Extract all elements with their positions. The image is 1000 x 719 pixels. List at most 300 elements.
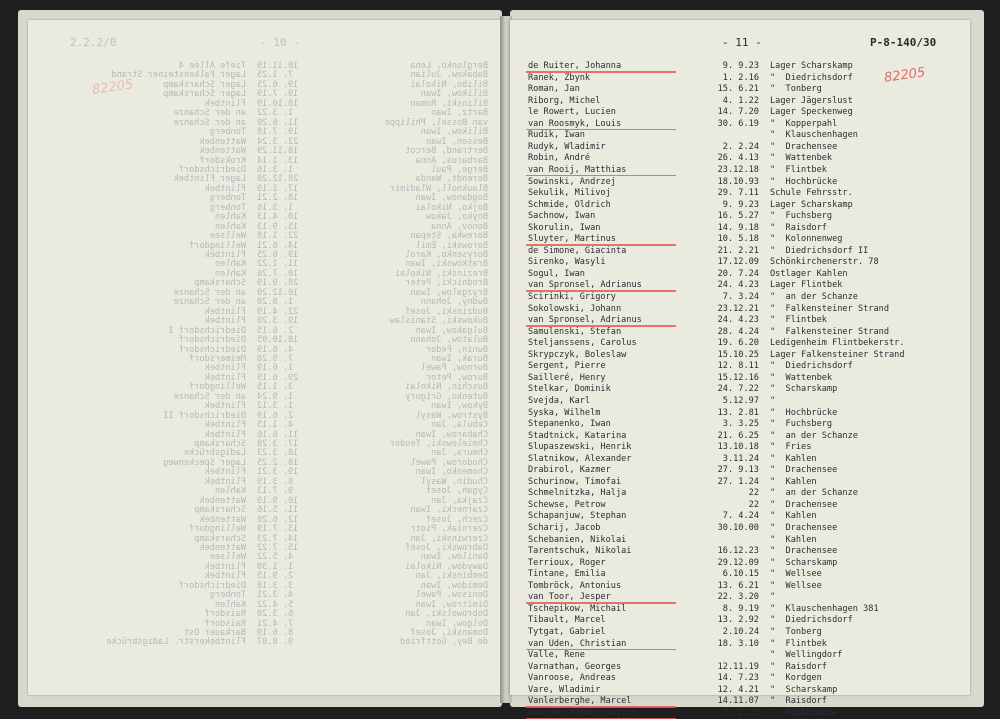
entry-place: " Raisdorf — [770, 696, 827, 707]
entry-place: " Raisdorf — [770, 661, 827, 672]
entry-place: " Klauschenhagen 381 — [770, 603, 879, 614]
entry-date: 12. 4.21 — [717, 684, 759, 695]
entry-date: 10.12.20 — [257, 287, 299, 298]
entry-place: " Diedrichsdorf — [770, 615, 853, 626]
entry-name: Domanski, Josef — [410, 628, 488, 638]
red-pencil-underline — [526, 706, 676, 708]
entry-place: " Drachensee — [770, 465, 838, 476]
entry-name: Bojko, Nikolai — [415, 202, 488, 213]
entry-name: Skrypczyk, Boleslaw — [528, 349, 627, 360]
entry-place: an der Schanze — [173, 117, 246, 128]
entry-place: Flintbek — [204, 183, 246, 194]
entry-date: 6.10.15 — [722, 569, 759, 580]
entry-date: 16.12.23 — [717, 546, 759, 557]
entry-date: 26. 4.13 — [717, 153, 759, 164]
entry-place: " Flintbek — [770, 164, 827, 175]
entry-place: Wattenbek — [199, 136, 246, 147]
entry-date: 21. 2.21 — [717, 245, 759, 256]
entry-date: 19. 7.19 — [257, 89, 299, 100]
entry-date: 21. 6.25 — [717, 430, 759, 441]
entry-name: Slatnikow, Alexander — [528, 453, 632, 464]
entry-date: 12. 8.11 — [717, 361, 759, 372]
entry-date: 2. 9.15 — [257, 571, 294, 582]
entry-place: Diedrichsdorf — [178, 164, 246, 175]
entry-date: 6. 3.20 — [257, 609, 294, 620]
list-item — [528, 187, 958, 199]
entry-name: Sokolowski, Johann — [528, 303, 622, 314]
entry-name: Terrioux, Roger — [528, 557, 606, 568]
entry-place: Lager Scharskamp — [163, 79, 246, 90]
entry-place: " Scharskamp — [770, 384, 838, 395]
entry-place: an der Schanze — [173, 287, 246, 298]
entry-name: Schurinow, Timofai — [528, 476, 622, 487]
red-pencil-underline — [526, 129, 676, 131]
entry-name: van Rooij, Matthias — [528, 164, 627, 175]
list-item — [528, 603, 958, 615]
entry-date: 12. 6.20 — [257, 514, 299, 525]
entry-name: Scirinki, Grigory — [528, 292, 616, 302]
list-item — [528, 684, 958, 696]
entry-date: 1. 3.12 — [257, 401, 294, 412]
entry-place: Wattenbek — [199, 514, 246, 525]
entry-date: 10. 7.26 — [257, 268, 299, 279]
entry-date: 16. 5.27 — [717, 211, 759, 222]
entry-place: " Klauschenhagen — [770, 130, 858, 141]
list-item — [528, 453, 958, 465]
entry-place: Raisdorf — [204, 609, 246, 620]
entry-place: Kroksdorf — [199, 155, 246, 166]
entry-place: Wellingdorf — [189, 240, 246, 251]
list-item — [528, 176, 958, 188]
entry-place: Tonberg — [209, 202, 246, 213]
entry-name: Sowinski, Andrzej — [528, 176, 616, 187]
entry-name: Berge, Paul — [431, 164, 488, 175]
entry-name: de Ruiter, Johanna — [528, 61, 622, 71]
entry-date: 7. 4.24 — [722, 511, 759, 522]
entry-name: Bystrow, Wasyl — [415, 410, 488, 421]
entry-date: 11. 6.20 — [257, 117, 299, 128]
entry-name: Schewse, Petrow — [528, 499, 606, 510]
entry-date: 18. 3.23 — [257, 448, 299, 459]
entry-date: 2. 2.24 — [722, 141, 759, 152]
entry-place: Lager Scharskamp — [163, 89, 246, 100]
list-item — [528, 510, 958, 522]
entry-date: 24. 4.23 — [717, 280, 759, 291]
entry-name: Robin, André — [528, 153, 591, 164]
red-pencil-underline — [526, 602, 676, 604]
list-item — [528, 580, 958, 592]
entry-date: 18.11.29 — [257, 146, 299, 157]
entry-date: 10. 5.18 — [717, 234, 759, 245]
entry-name: Chmielewski, Teodor — [389, 439, 488, 449]
entry-place: Flintbek — [204, 467, 246, 478]
entry-place: Flintbek — [204, 306, 246, 317]
entry-place: " Wellsee — [770, 580, 822, 591]
entry-name: Berendt, Wanda — [415, 174, 488, 185]
entry-name: Budzinski, Josef — [405, 306, 488, 317]
entry-place: Schule Fehrsstr. — [770, 188, 853, 199]
entry-place: " an der Schanze — [770, 488, 858, 499]
entry-name: Dimitrow, Iwan — [415, 599, 488, 610]
entry-name: Slupaszewski, Henrik — [528, 442, 632, 453]
entry-name: Roman, Jan — [528, 84, 580, 95]
entry-name: Rudyk, Wladimir — [528, 141, 606, 152]
entry-date: 28. 9.19 — [257, 278, 299, 289]
entry-date: 1. 3.16 — [257, 202, 294, 213]
entry-date: 13. 6.21 — [717, 580, 759, 591]
list-item — [528, 256, 958, 268]
entry-place: Wattenbek — [199, 495, 246, 506]
entry-place: " Kahlen — [770, 511, 817, 522]
entry-name: Tytgat, Gabriel — [528, 626, 606, 637]
entry-date: 13. 2.92 — [717, 615, 759, 626]
entry-name: van Spronsel, Adrianus — [528, 280, 642, 291]
entry-place: " Kahlen — [770, 453, 817, 464]
entry-place: Kahlen — [214, 259, 246, 270]
entry-place: Kahlen — [214, 268, 246, 279]
entry-name: van der Velde, Gaston — [528, 707, 637, 718]
entry-name: Bykow, Iwan — [431, 401, 488, 412]
entry-place: Tonberg — [209, 590, 246, 601]
entry-place: " Falkensteiner Strand — [770, 303, 889, 314]
entry-name: Varnathan, Georges — [528, 661, 622, 672]
entry-date: 14. 7.20 — [717, 107, 759, 118]
entry-date: 1. 8.20 — [257, 297, 294, 308]
entry-place: " an der Schanze — [770, 430, 858, 441]
entry-name: Czajka, Jan — [431, 495, 488, 506]
list-item — [528, 430, 958, 442]
entry-place: Flintbek — [204, 571, 246, 582]
entry-name: Drabirol, Kazmer — [528, 465, 611, 476]
entry-date: 4. 6.19 — [257, 344, 294, 355]
entry-place: " Kordgen — [770, 673, 822, 684]
entry-date: 28.12.20 — [257, 174, 299, 185]
entry-place: Flintbekerstr. Ladigsbrücke — [106, 637, 246, 648]
entry-date: 5.12.97 — [722, 395, 759, 406]
entry-date: 2. 6.15 — [257, 325, 294, 336]
entry-name: Tschepikow, Michail — [528, 603, 627, 614]
entry-date: 18. 3.10 — [717, 638, 759, 649]
entry-name: Burnow, Pawel — [420, 363, 488, 374]
entry-date: 22. 3.24 — [257, 136, 299, 147]
red-pencil-underline — [526, 649, 676, 651]
entry-date: 27. 1.24 — [717, 476, 759, 487]
entry-date: 4. 3.21 — [257, 590, 294, 601]
entry-date: 9. 7.13 — [257, 486, 294, 497]
entry-place: Lager Scharskamp — [770, 199, 853, 210]
entry-place: Ledigenheim Flintbekerstr. — [770, 338, 905, 349]
list-item — [528, 72, 958, 84]
entry-place: Scharskamp — [194, 505, 246, 516]
entry-name: de Bey, Gottfried — [400, 637, 488, 648]
entry-name: Dobrowolski, Jan — [405, 609, 488, 620]
entry-name: Bartz, Iwan — [431, 108, 488, 119]
entry-name: Brezinski, Nikolai — [394, 268, 488, 279]
entry-name: Denisow, Pawel — [415, 590, 488, 601]
entry-place: " Tonberg — [770, 84, 822, 95]
entry-name: van Bossel, Philippe — [384, 117, 488, 128]
entry-date: 18.10.93 — [717, 176, 759, 187]
entry-place: Lager Flintbek — [173, 174, 246, 185]
entry-place: Kahlen — [214, 212, 246, 223]
red-pencil-underline — [526, 175, 676, 177]
entry-name: Sekulik, Milivoj — [528, 188, 611, 199]
entry-name: Bulatow, Johann — [410, 335, 488, 346]
entry-place: " Hochbrücke — [770, 707, 838, 718]
entry-place: an der Schanze — [173, 391, 246, 402]
list-item — [528, 557, 958, 569]
entry-date: 19. 3.20 — [257, 316, 299, 327]
entry-date: 4. 5.22 — [257, 552, 294, 563]
entry-name: Czerwinski, Jan — [410, 533, 488, 544]
entry-place: Tiefe Allee 4 — [178, 61, 246, 71]
entry-name: Bilinski, Roman — [410, 98, 488, 109]
entry-name: Cebula, Jan — [431, 420, 488, 431]
entry-place: Scharskamp — [194, 278, 246, 289]
left-page-code: 2.2.2/0 — [70, 36, 117, 49]
list-item — [528, 360, 958, 372]
list-item — [528, 626, 958, 638]
entry-place: " Kopperpahl — [770, 118, 838, 129]
list-item — [528, 222, 958, 234]
left-page-stamp: 82205 — [91, 77, 135, 98]
entry-date: 7. 3.24 — [722, 292, 759, 302]
entry-name: Danilow, Iwan — [420, 552, 488, 563]
entry-place: " Wellingdorf — [770, 650, 843, 661]
entry-name: Bryzgalow, Iwan — [410, 287, 488, 298]
entry-place: " Raisdorf — [770, 222, 827, 233]
entry-date: 14. 9.18 — [717, 222, 759, 233]
entry-date: 19. 6.25 — [257, 79, 299, 90]
entry-date: 17. 1.19 — [257, 183, 299, 194]
entry-date: 3. 1.15 — [257, 382, 294, 393]
entry-name: Bessen, Iwan — [425, 136, 488, 147]
red-pencil-underline — [526, 71, 676, 73]
entry-place: Wellsee — [209, 552, 246, 563]
entry-name: Chomenko, Iwan — [415, 467, 488, 478]
entry-place: Flintbek — [204, 420, 246, 431]
entry-place: Lager Scharskamp — [770, 61, 853, 71]
entry-name: Vanlerberghe, Marcel — [528, 696, 632, 707]
entry-name: Sailleré, Henry — [528, 372, 606, 383]
entry-place: Flintbek — [204, 98, 246, 109]
right-page-number: - 11 - — [722, 36, 762, 49]
list-item — [528, 268, 958, 280]
entry-date: 18.10.19 — [257, 98, 299, 109]
entry-place: Lager Falkensteiner Strand — [770, 349, 905, 360]
entry-name: Burak, Iwan — [431, 353, 488, 364]
entry-date: 17. 3.20 — [257, 439, 299, 449]
entry-name: Dembinski, Jan — [415, 571, 488, 582]
entry-place: Flintbek — [204, 363, 246, 374]
entry-place: " Wellsee — [770, 569, 822, 580]
entry-place: " Tonberg — [770, 626, 822, 637]
list-item — [528, 407, 958, 419]
entry-date: 19. 6.25 — [257, 250, 299, 260]
entry-name: Bunin, Fedor — [425, 344, 488, 355]
list-item — [528, 106, 958, 118]
entry-name: Bukowski, Stanislaw — [389, 316, 488, 327]
entry-place: " Falkensteiner Strand — [770, 326, 889, 337]
entry-date: 18.10.05 — [257, 335, 299, 346]
entry-date: 13. 2.81 — [717, 407, 759, 418]
entry-name: Chudin, Wasyl — [420, 476, 488, 487]
list-item — [528, 83, 958, 95]
entry-date: 7. 4.21 — [257, 618, 294, 629]
entry-place: Diedrichsdorf — [178, 344, 246, 355]
list-item — [528, 649, 958, 661]
entry-name: Sogul, Iwan — [528, 268, 585, 279]
entry-date: 8. 6.19 — [257, 628, 294, 638]
entry-date: 13. 1.14 — [257, 155, 299, 166]
list-item — [528, 545, 958, 557]
entry-date: 1. 3.22 — [257, 108, 294, 119]
entry-date: 7. 9.28 — [257, 353, 294, 364]
list-item — [528, 614, 958, 626]
entry-date: 10. 4.13 — [257, 212, 299, 223]
entry-place: " Scharskamp — [770, 557, 838, 568]
red-pencil-underline — [526, 290, 676, 292]
entry-place: Diedrichsdorf I — [168, 325, 246, 336]
entry-date: 15. 6.21 — [717, 84, 759, 95]
entry-date: 19. 7.18 — [257, 127, 299, 138]
entry-date: 9. 9.23 — [722, 61, 759, 71]
entry-date: 3. 3.25 — [722, 419, 759, 430]
entry-date: 23.12.18 — [717, 164, 759, 175]
list-item — [528, 661, 958, 673]
entry-place: Schönkirchenerstr. 78 — [770, 257, 879, 268]
entry-date: 20. 7.24 — [717, 268, 759, 279]
entry-date: 1. 1.30 — [257, 561, 294, 572]
entry-name: Borowski, Emil — [415, 240, 488, 251]
entry-date: 13. 7.19 — [257, 524, 299, 535]
entry-date: 15.12.16 — [717, 372, 759, 383]
entry-name: le Rowert, Lucien — [528, 107, 616, 118]
entry-date: 14. 6.21 — [257, 240, 299, 251]
entry-place: Kahlen — [214, 486, 246, 497]
entry-date: 11. 1.22 — [257, 259, 299, 270]
list-item — [528, 418, 958, 430]
entry-place: " Scharskamp — [770, 684, 838, 695]
entry-name: Sachnow, Iwan — [528, 211, 596, 222]
entry-date: 29.12.09 — [717, 557, 759, 568]
entry-name: Valle, Rene — [528, 650, 585, 661]
list-item — [528, 141, 958, 153]
entry-name: Schapanjuw, Stephan — [528, 511, 627, 522]
entry-date: 30.10.00 — [717, 523, 759, 533]
entry-name: Chabarow, Iwan — [415, 429, 488, 440]
entry-date: 30. 6.19 — [717, 118, 759, 129]
list-item — [528, 349, 958, 361]
list-item — [528, 568, 958, 580]
entry-date: 7. 1.25 — [257, 70, 294, 81]
list-item — [528, 534, 958, 546]
entry-name: de Simone, Giacinta — [528, 245, 627, 256]
list-item — [528, 291, 958, 303]
entry-place: Kahlen — [214, 599, 246, 610]
list-item — [528, 210, 958, 222]
entry-date: 18. 2.25 — [257, 457, 299, 468]
entry-name: Bilibo, Nikolai — [410, 79, 488, 90]
entry-place: an der Schanze — [173, 297, 246, 308]
entry-place: " — [770, 592, 776, 603]
list-item — [528, 499, 958, 511]
entry-name: van Roosmyk, Louis — [528, 118, 622, 129]
entry-name: Sergent, Pierre — [528, 361, 606, 372]
entry-place: " Drachensee — [770, 141, 838, 152]
entry-name: Stelkar, Dominik — [528, 384, 611, 395]
entry-date: 12.11.19 — [717, 661, 759, 672]
entry-name: Stepanenko, Iwan — [528, 419, 611, 430]
right-page-code: P-8-140/30 — [870, 36, 937, 49]
entry-place: Flintbek — [204, 561, 246, 572]
right-page — [510, 20, 970, 718]
list-item — [528, 245, 958, 257]
entry-place: Flintbek — [204, 429, 246, 440]
entry-date: 29. 6.19 — [257, 372, 299, 383]
list-item — [528, 487, 958, 499]
entry-name: Dolgow, Iwan — [425, 618, 488, 629]
entry-place: Tonberg — [209, 127, 246, 138]
entry-place: Diedrichsdorf — [178, 580, 246, 591]
entry-name: Schebanien, Nikolai — [528, 534, 627, 545]
entry-place: Flintbek — [204, 250, 246, 260]
entry-place: " Kahlen — [770, 534, 817, 545]
entry-date: 22. 4.19 — [257, 306, 299, 317]
entry-name: Samulenski, Stefan — [528, 326, 622, 337]
entry-name: van Toor, Jesper — [528, 592, 611, 603]
entry-name: Bilikow, Iwan — [420, 89, 488, 100]
entry-date: 28. 4.24 — [717, 326, 759, 337]
entry-place: Flintbek — [204, 316, 246, 327]
entry-name: Budny, Johann — [420, 297, 488, 308]
entry-name: van Spronsel, Adrianus — [528, 315, 642, 326]
entry-place: " Hochbrücke — [770, 176, 838, 187]
entry-place: " Kahlen — [770, 476, 817, 487]
entry-place: " Drachensee — [770, 546, 838, 557]
entry-date: 24. 4.23 — [717, 315, 759, 326]
entry-place: " Kolonnenweg — [770, 234, 843, 245]
entry-place: Ladigsbrücke — [183, 448, 246, 459]
entry-place: Ostlager Kahlen — [770, 268, 848, 279]
entry-name: Demidow, Iwan — [420, 580, 488, 591]
entry-name: Sluyter, Martinus — [528, 234, 616, 245]
entry-place: " Flintbek — [770, 315, 827, 326]
entry-place: Scharskamp — [194, 439, 246, 449]
entry-date: 14. 7.23 — [257, 533, 299, 544]
left-page-number: - 10 - — [260, 36, 300, 49]
right-page-stamp: 82205 — [883, 65, 927, 86]
entry-place: Diedrichsdorf II — [163, 410, 246, 421]
entry-name: Chmura, Jan — [431, 448, 488, 459]
entry-place: " Diedrichsdorf — [770, 72, 853, 83]
entry-date: 8. 3.19 — [257, 476, 294, 487]
entry-place: " an der Schanze — [770, 292, 858, 302]
entry-name: Riborg, Michel — [528, 95, 601, 106]
entry-name: Cygan, Josef — [425, 486, 488, 497]
list-item — [528, 672, 958, 684]
entry-date: 15. 9.13 — [257, 221, 299, 232]
entry-date: 29. 7.11 — [717, 188, 759, 199]
entry-name: Tibault, Marcel — [528, 615, 606, 626]
entry-name: Steljanssens, Carolus — [528, 338, 637, 349]
list-item — [58, 636, 488, 648]
entry-name: Ranek, Zbynk — [528, 72, 591, 83]
entry-place: Flintbek — [204, 476, 246, 487]
entry-name: Scharij, Jacob — [528, 523, 601, 533]
entry-name: Stadtnick, Katarina — [528, 430, 627, 441]
entry-date: 9. 9.23 — [722, 199, 759, 210]
